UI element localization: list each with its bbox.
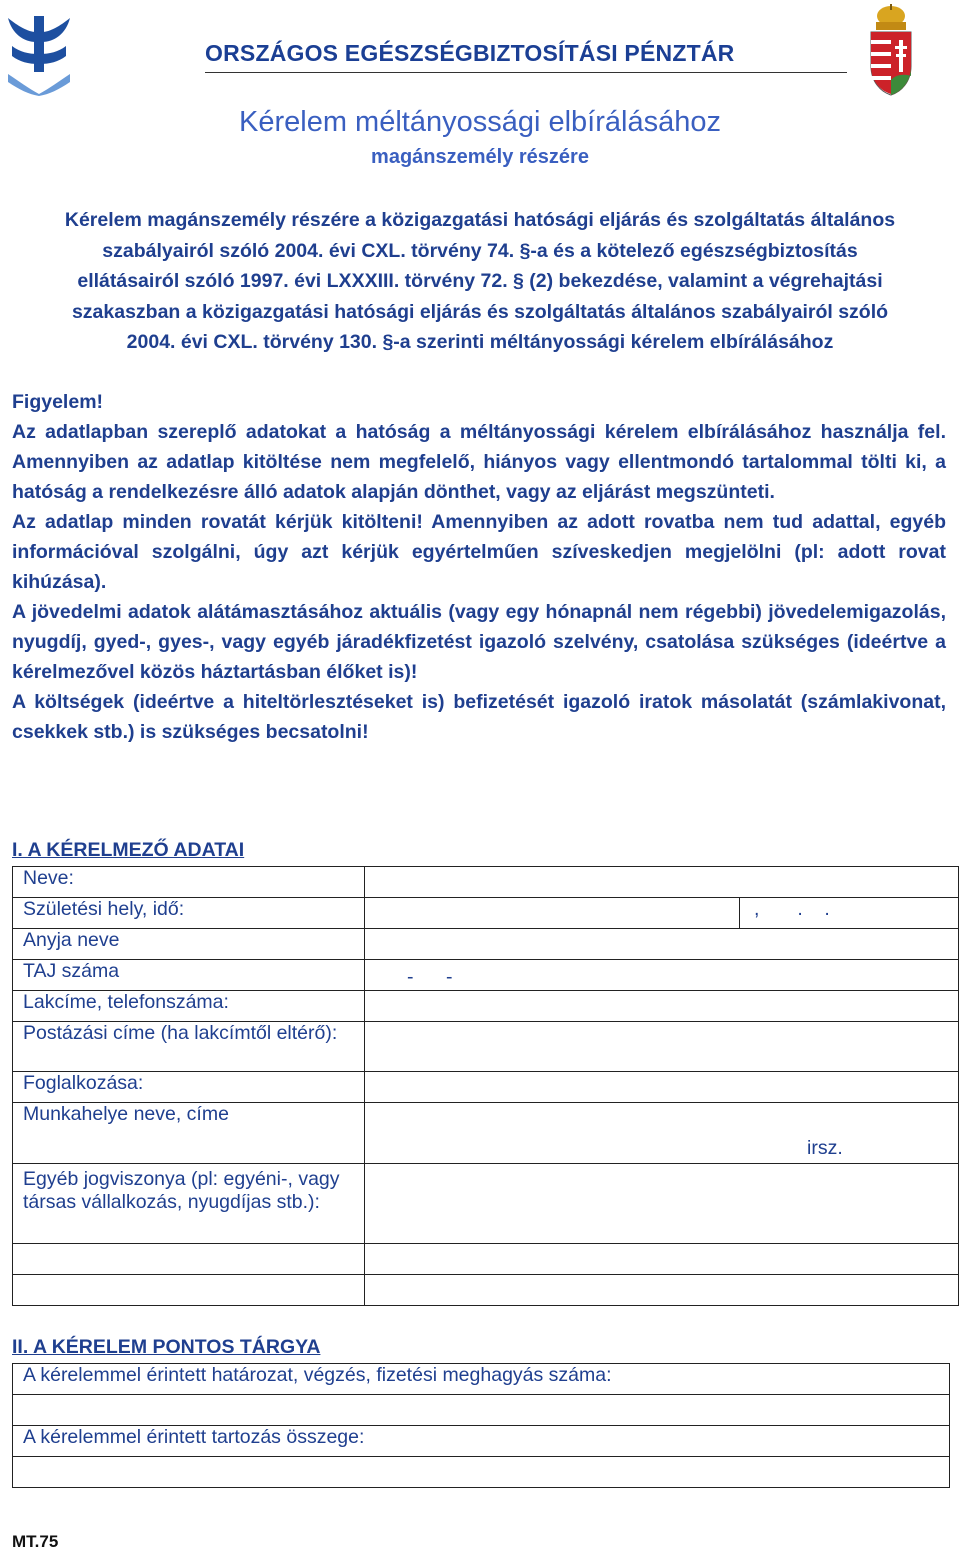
subject-table: [12, 1363, 950, 1488]
birth-date-field[interactable]: [740, 898, 959, 929]
workplace-field[interactable]: [365, 1103, 959, 1164]
applicant-table: [12, 866, 959, 1306]
debt-label: A kérelemmel érintett tartozás összege:: [13, 1426, 950, 1457]
header-divider: [205, 72, 847, 73]
warning-block: [12, 387, 946, 747]
taj-field[interactable]: [365, 960, 959, 991]
birth-place-field[interactable]: [365, 898, 740, 929]
birth-label: Születési hely, idő:: [13, 898, 365, 929]
warning-paragraph: Az adatlapban szereplő adatokat a hatóság a méltányossági kérelem elbírálásához használja fel. Amennyiben az adatlap kitöltése nem megfelelő, hiányos vagy ellentmondó tartalommal tölti ki, a hatóság a rendelkezésre álló adatok alapján dönthet, vagy az eljárást megszünteti.: [12, 421, 946, 503]
name-label: Neve:: [13, 867, 365, 898]
occupation-field[interactable]: [365, 1072, 959, 1103]
other-label: Egyéb jogviszonya (pl: egyéni-, vagy társas vállalkozás, nyugdíjas stb.):: [13, 1164, 365, 1244]
section-heading-subject: II. A KÉRELEM PONTOS TÁRGYA: [12, 1336, 321, 1358]
intro-line: 2004. évi CXL. törvény 130. §-a szerinti méltányossági kérelem elbírálásához: [126, 331, 834, 353]
workplace-label: Munkahelye neve, címe: [13, 1103, 365, 1164]
other-field[interactable]: [365, 1164, 959, 1244]
mother-field[interactable]: [365, 929, 959, 960]
warning-heading: Figyelem!: [12, 391, 104, 413]
extra-label-cell: [13, 1244, 365, 1275]
birth-date-separators: , . .: [754, 898, 830, 920]
irsz-label: irsz.: [807, 1137, 843, 1159]
postal-field[interactable]: [365, 1022, 959, 1072]
address-field[interactable]: [365, 991, 959, 1022]
hungarian-coat-of-arms-icon: [866, 4, 916, 96]
oep-logo-icon: [6, 12, 72, 96]
extra-field[interactable]: [365, 1275, 959, 1306]
intro-line: ellátásairól szóló 1997. évi LXXXIII. törvény 72. § (2) bekezdése, valamint a végrehajtási: [77, 270, 883, 292]
taj-separators: - -: [407, 966, 453, 988]
intro-line: Kérelem magánszemély részére a közigazgatási hatósági eljárás és szolgáltatás általános: [64, 209, 896, 231]
intro-line: szakaszban a közigazgatási hatósági eljárás és szolgáltatás általános szabályairól szóló: [71, 300, 889, 323]
page-title: Kérelem méltányossági elbírálásához: [239, 106, 721, 138]
warning-paragraph: Az adatlap minden rovatát kérjük kitölteni! Amennyiben az adott rovatba nem tud adattal, egyéb információval szolgálni, úgy azt kérjük egyértelműen szíveskedjen megjelölni (pl: adott rovat kihúzása).: [12, 511, 946, 593]
warning-paragraph: A jövedelmi adatok alátámasztásához aktuális (vagy egy hónapnál nem régebbi) jövedelemigazolás, nyugdíj, gyed-, gyes-, vagy egyéb járadékfizetést igazoló szelvény, csatolása szükséges (ideértve a kérelmezővel közös háztartásban élőket is)!: [12, 601, 946, 683]
warning-paragraph: A költségek (ideértve a hiteltörlesztéseket is) befizetését igazoló iratok másolatát (számlakivonat, csekkek stb.) is szükséges becsatolni!: [12, 691, 946, 743]
org-name: ORSZÁGOS EGÉSZSÉGBIZTOSÍTÁSI PÉNZTÁR: [205, 40, 735, 66]
section-heading-applicant: I. A KÉRELMEZŐ ADATAI: [12, 839, 245, 861]
intro-text: [22, 205, 938, 358]
occupation-label: Foglalkozása:: [13, 1072, 365, 1103]
decision-field[interactable]: [13, 1395, 950, 1426]
extra-field[interactable]: [365, 1244, 959, 1275]
debt-field[interactable]: [13, 1457, 950, 1488]
mother-label: Anyja neve: [13, 929, 365, 960]
address-label: Lakcíme, telefonszáma:: [13, 991, 365, 1022]
decision-label: A kérelemmel érintett határozat, végzés, fizetési meghagyás száma:: [13, 1364, 950, 1395]
form-code: MT.75: [12, 1532, 59, 1551]
postal-label: Postázási címe (ha lakcímtől eltérő):: [13, 1022, 365, 1072]
page-subtitle: magánszemély részére: [371, 146, 589, 168]
extra-label-cell: [13, 1275, 365, 1306]
name-field[interactable]: [365, 867, 959, 898]
intro-line: szabályairól szóló 2004. évi CXL. törvény 74. §-a és a kötelező egészségbiztosítás: [102, 239, 858, 262]
taj-label: TAJ száma: [13, 960, 365, 991]
